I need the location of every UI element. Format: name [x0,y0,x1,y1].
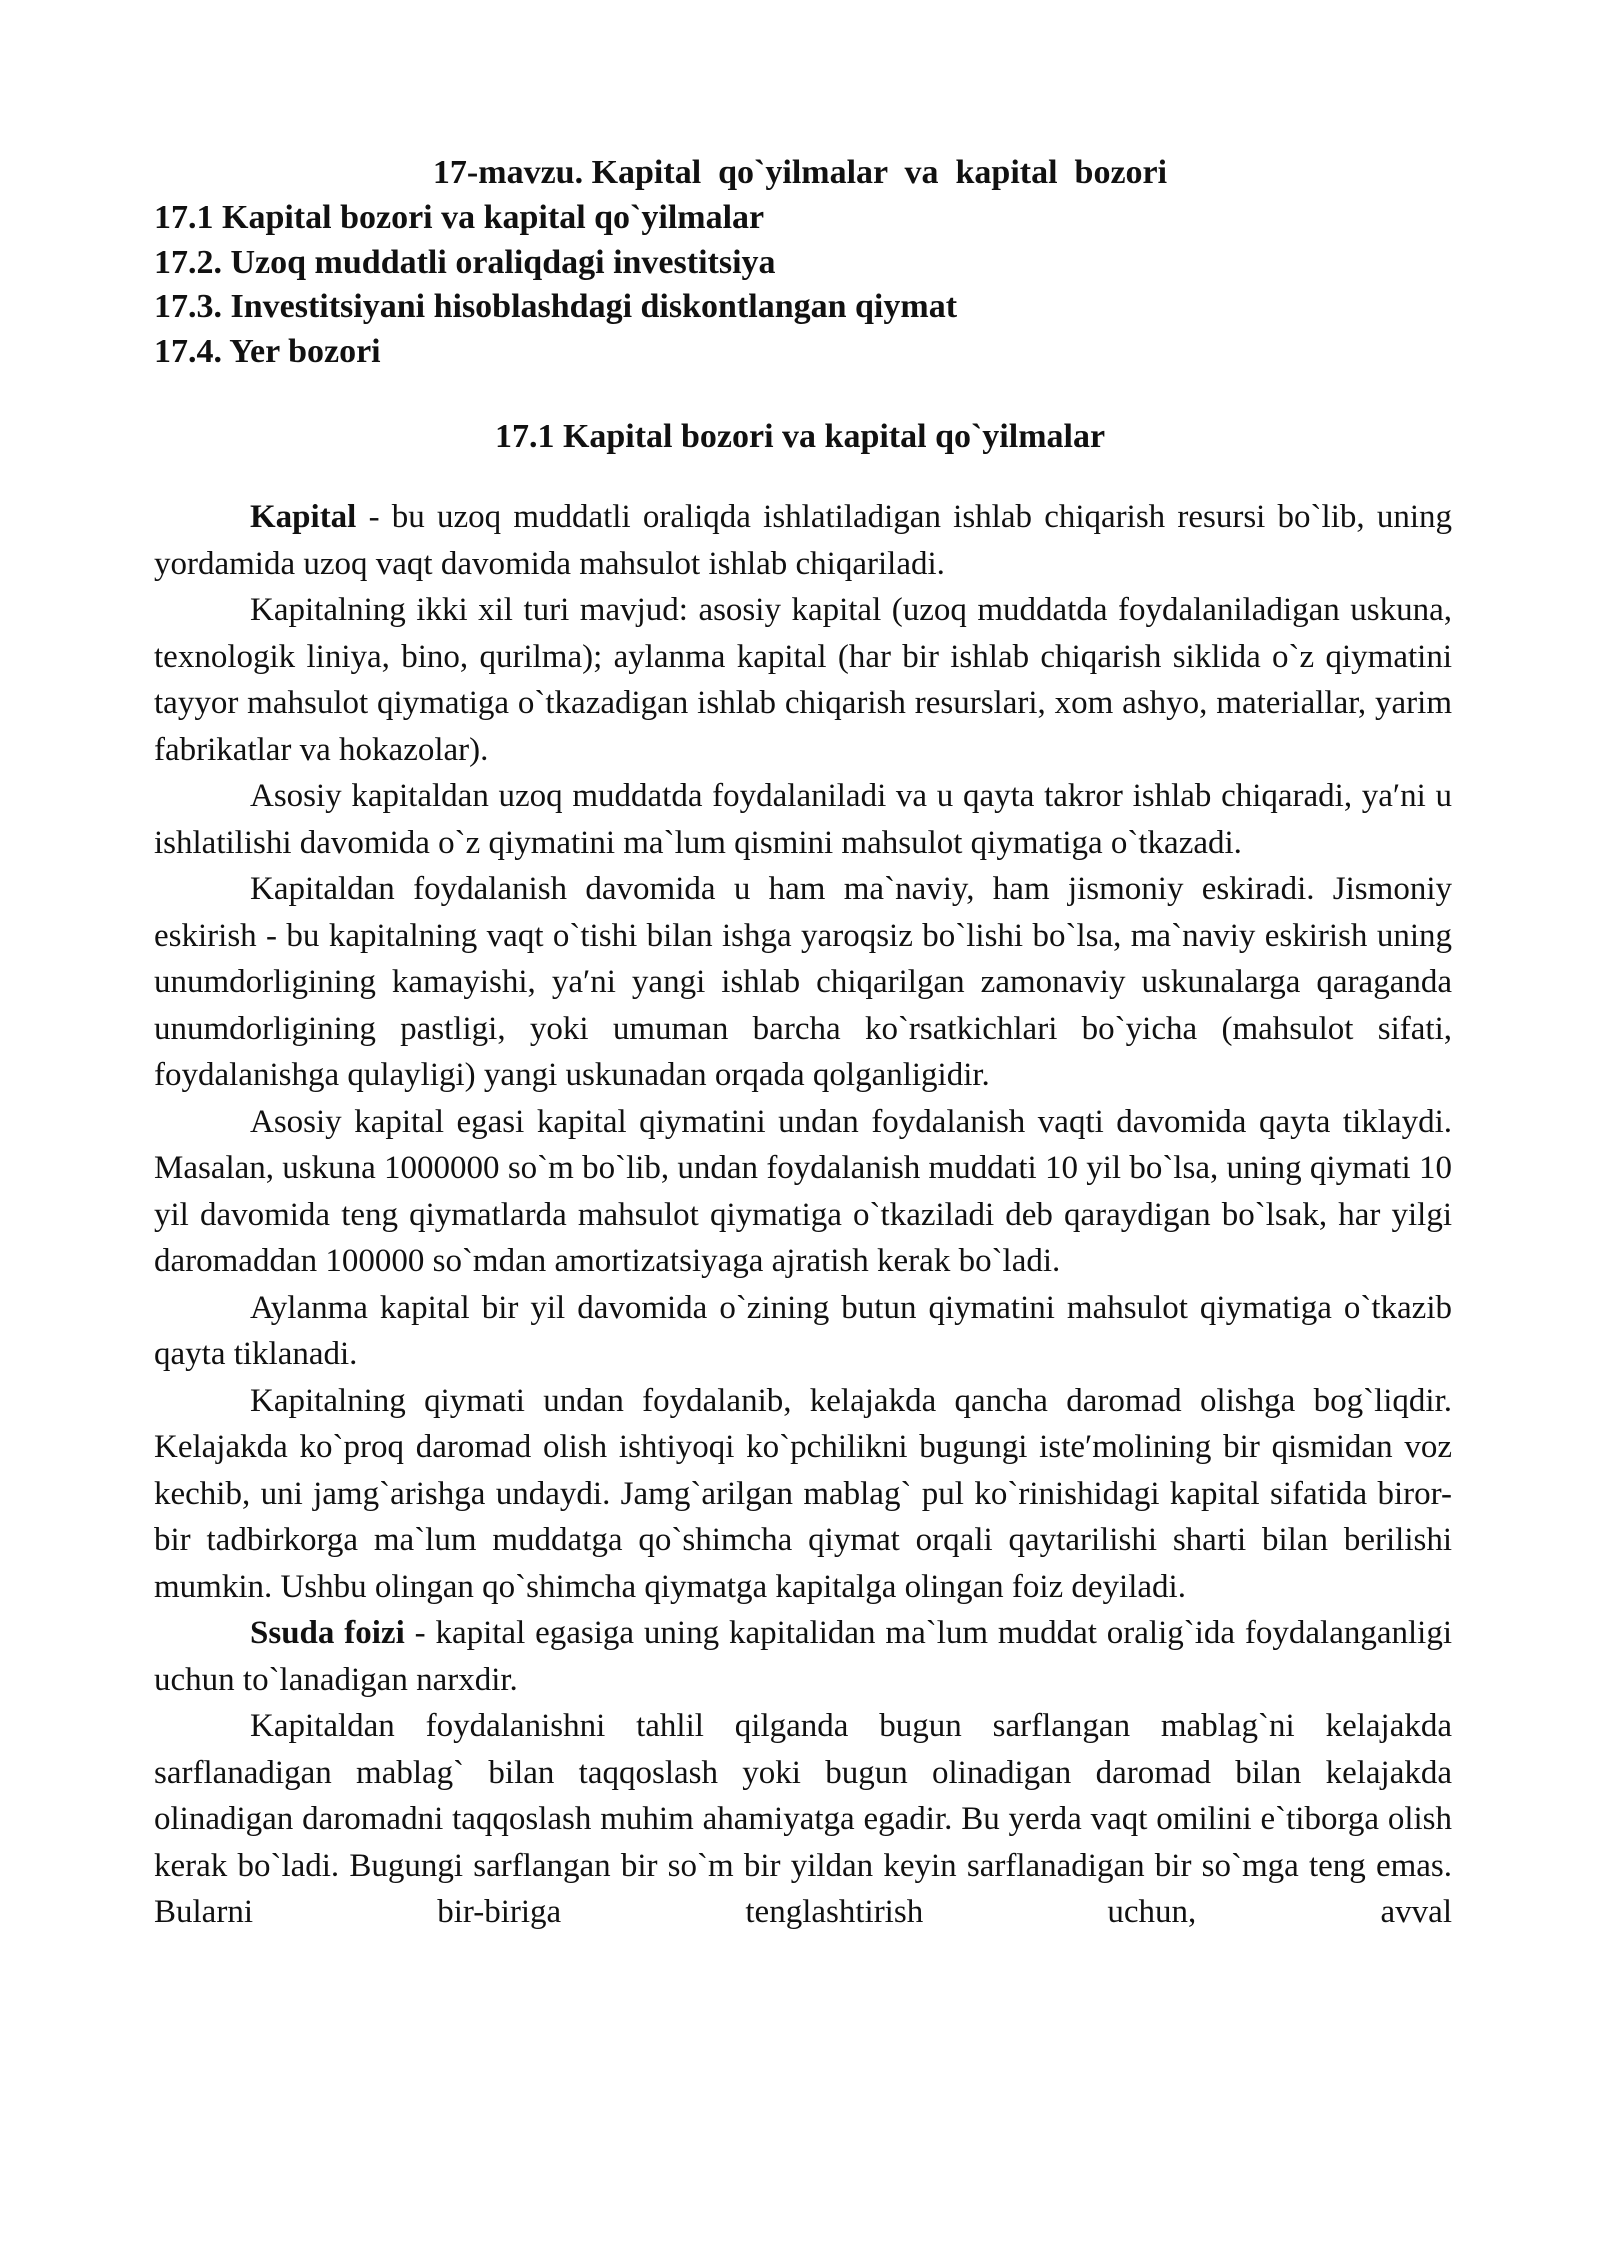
paragraph: Kapitalning ikki xil turi mavjud: asosiy kapital (uzoq muddatda foydalaniladigan uskuna, texnologik liniya, bino, qurilma); aylanma kapital (har bir ishlab chiqarish siklida o`z qiymatini tayyor mahsulot qiymatiga o`tkazadigan ishlab chiqarish resurslari, xom ashyo, materiallar, yarim fabrikatlar va hokazolar). [154,592,1452,768]
table-of-contents [154,196,957,374]
paragraph: Kapitaldan foydalanish davomida u ham ma`naviy, ham jismoniy eskiradi. Jismoniy eskirish - bu kapitalning vaqt o`tishi bilan ishga yaroqsiz bo`lishi bo`lsa, ma`naviy eskirish uning unumdorligining kamayishi, ya′ni yangi ishlab chiqarilgan zamonaviy uskunalarga qaraganda unumdorligining pastligi, yoki umuman barcha ko`rsatkichlari bo`yicha (mahsulot sifati, foydalanishga qulayligi) yangi uskunadan orqada qolganligidir. [154,871,1452,1093]
paragraph: Asosiy kapital egasi kapital qiymatini undan foydalanish vaqti davomida qayta tiklaydi. Masalan, uskuna 1000000 so`m bo`lib, undan foydalanish muddati 10 yil bo`lsa, uning qiymati 10 yil davomida teng qiymatlarda mahsulot qiymatiga o`tkaziladi deb qaraydigan bo`lsak, har yilgi daromaddan 100000 so`mdan amortizatsiyaga ajratish kerak bo`ladi. [154,1103,1452,1279]
paragraph: Kapitalning qiymati undan foydalanib, kelajakda qancha daromad olishga bog`liqdir. Kelajakda ko`proq daromad olish ishtiyoqi ko`pchilikni bugungi iste′molining bir qismidan voz kechib, uni jamg`arishga undaydi. Jamg`arilgan mablag` pul ko`rinishidagi kapital sifatida biror-bir tadbirkorga ma`lum muddatga qo`shimcha qiymat orqali qaytarilishi sharti bilan berilishi mumkin. Ushbu olingan qo`shimcha qiymatga kapitalga olingan foiz deyiladi. [154,1382,1452,1605]
body-text [154,494,1452,1936]
topic-title: 17-mavzu. Kapital qo`yilmalar va kapital bozori [432,154,1168,191]
paragraph-text: - kapital egasiga uning kapitalidan ma`lum muddat oralig`ida foydalanganligi uchun to`lanadigan narxdir. [154,1615,1452,1698]
term-ssuda-foizi: Ssuda foizi [250,1615,405,1651]
paragraph-text: - bu uzoq muddatli oraliqda ishlatiladigan ishlab chiqarish resursi bo`lib, uning yordamida uzoq vaqt davomida mahsulot ishlab chiqariladi. [154,499,1452,582]
toc-item: 17.4. Yer bozori [154,332,381,370]
term-kapital: Kapital [250,499,357,535]
section-heading: 17.1 Kapital bozori va kapital qo`yilmalar [494,418,1106,455]
paragraph: Asosiy kapitaldan uzoq muddatda foydalaniladi va u qayta takror ishlab chiqaradi, ya′ni u ishlatilishi davomida o`z qiymatini ma`lum qismini mahsulot qiymatiga o`tkazadi. [154,778,1452,861]
paragraph: Kapitaldan foydalanishni tahlil qilganda bugun sarflangan mablag`ni kelajakda sarflanadigan mablag` bilan taqqoslash yoki bugun olinadigan daromad bilan kelajakda olinadigan daromadni taqqoslash muhim ahamiyatga egadir. Bu yerda vaqt omilini e`tiborga olish kerak bo`ladi. Bugungi sarflangan bir so`m bir yildan keyin sarflanadigan bir so`mga teng emas. Bularni bir-biriga tenglashtirish uchun, avval [154,1708,1452,1930]
toc-item: 17.3. Investitsiyani hisoblashdagi diskontlangan qiymat [154,288,958,325]
toc-item: 17.2. Uzoq muddatli oraliqdagi investitsiya [154,243,776,281]
paragraph [154,1610,1452,1703]
toc-item: 17.1 Kapital bozori va kapital qo`yilmalar [154,199,765,236]
paragraph: Aylanma kapital bir yil davomida o`zining butun qiymatini mahsulot qiymatiga o`tkazib qayta tiklanadi. [154,1289,1452,1372]
paragraph [154,494,1452,587]
